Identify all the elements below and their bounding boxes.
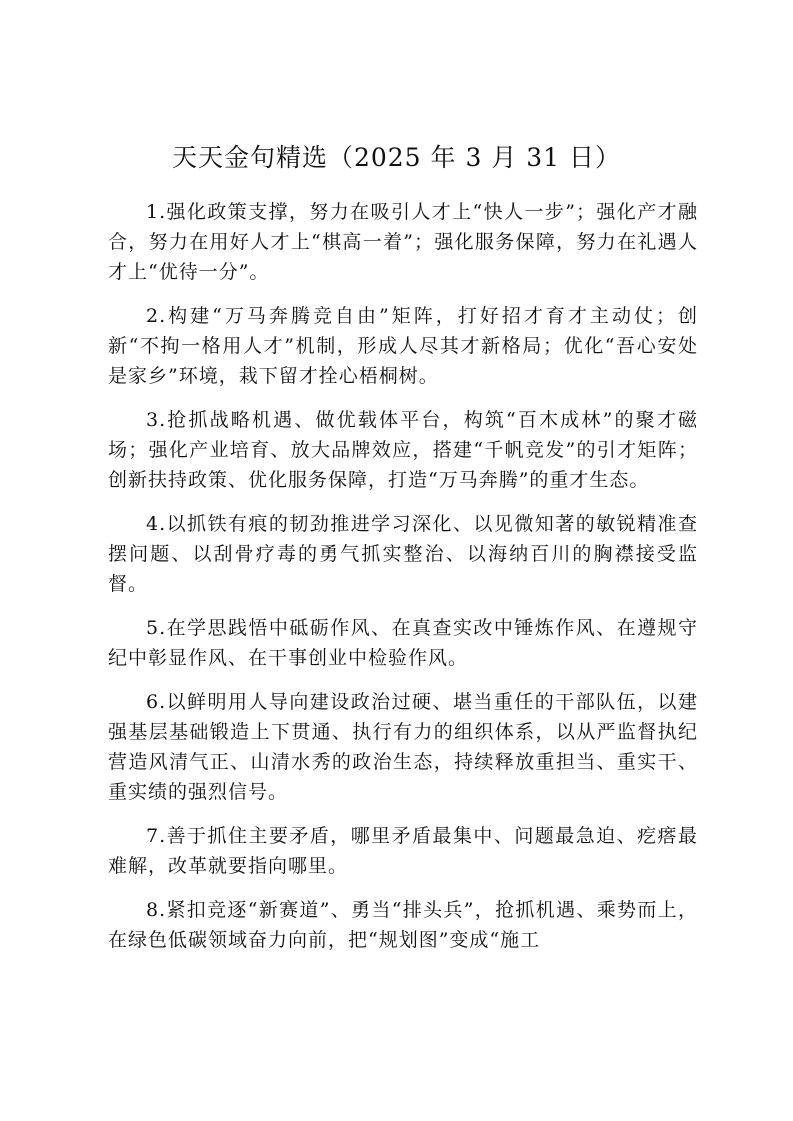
document-body <box>108 197 698 969</box>
paragraph-5: 5.在学思践悟中砥砺作风、在真查实改中锤炼作风、在遵规守纪中彰显作风、在干事创业中检验作风。 <box>108 617 698 669</box>
paragraph-2: 2.构建“万马奔腾竞自由”矩阵，打好招才育才主动仗；创新“不拘一格用人才”机制，形成人尽其才新格局；优化“吾心安处是家乡”环境，栽下留才拴心梧桐树。 <box>108 305 698 387</box>
paragraph-8: 8.紧扣竞逐“新赛道”、勇当“排头兵”，抢抓机遇、乘势而上，在绿色低碳领域奋力向前，把“规划图”变成“施工 <box>108 899 698 951</box>
paragraph-3: 3.抢抓战略机遇、做优载体平台，构筑“百木成林”的聚才磁场；强化产业培育、放大品牌效应，搭建“千帆竞发”的引才矩阵；创新扶持政策、优化服务保障，打造“万马奔腾”的重才生态。 <box>108 409 698 491</box>
paragraph-4: 4.以抓铁有痕的韧劲推进学习深化、以见微知著的敏锐精准查摆问题、以刮骨疗毒的勇气抓实整治、以海纳百川的胸襟接受监督。 <box>108 513 698 595</box>
document-title: 天天金句精选（2025 年 3 月 31 日） <box>171 143 622 172</box>
paragraph-7: 7.善于抓住主要矛盾，哪里矛盾最集中、问题最急迫、疙瘩最难解，改革就要指向哪里。 <box>108 825 698 877</box>
paragraph-6: 6.以鲜明用人导向建设政治过硬、堪当重任的干部队伍，以建强基层基础锻造上下贯通、执行有力的组织体系，以从严监督执纪营造风清气正、山清水秀的政治生态，持续释放重担当、重实干、重实绩的强烈信号。 <box>108 691 698 803</box>
paragraph-1: 1.强化政策支撑，努力在吸引人才上“快人一步”；强化产才融合，努力在用好人才上“棋高一着”；强化服务保障，努力在礼遇人才上“优待一分”。 <box>108 201 698 283</box>
